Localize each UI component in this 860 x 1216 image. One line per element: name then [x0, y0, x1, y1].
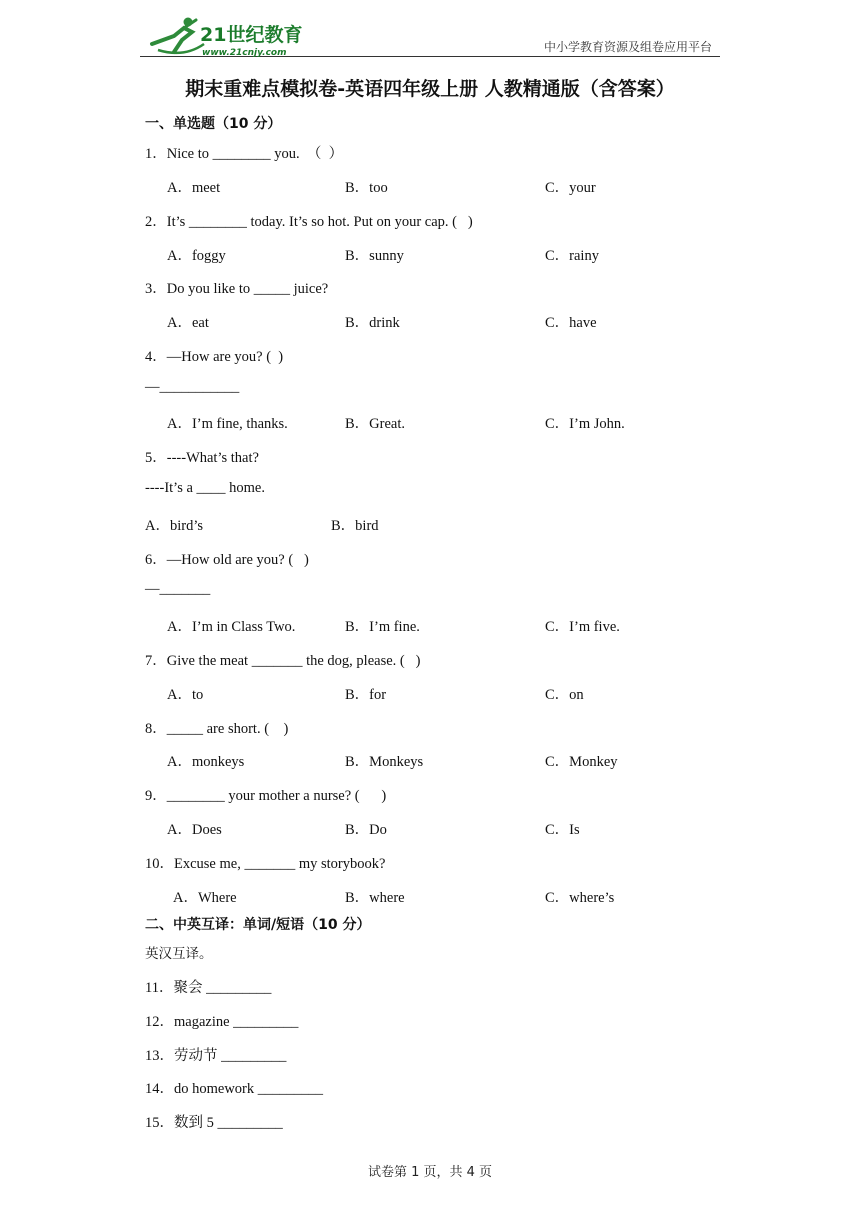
option-c: C．I’m five.	[545, 619, 620, 635]
option-c: C．on	[545, 687, 584, 703]
section-heading-single-choice: 一、单选题（10 分）	[145, 116, 282, 132]
svg-text:21世纪教育: 21世纪教育	[200, 24, 303, 46]
option-c: C．rainy	[545, 248, 599, 264]
option-c: C．where’s	[545, 890, 615, 906]
option-b: B．where	[345, 890, 405, 906]
option-a: A．bird’s	[145, 518, 203, 534]
page-footer: 试卷第 1 页，共 4 页	[367, 1165, 493, 1180]
option-a: A．Where	[173, 890, 237, 906]
question-3: 3．Do you like to _____ juice?	[145, 281, 329, 297]
option-b: B．Great.	[345, 416, 405, 432]
translation-item-11: 11．聚会 _________	[145, 980, 272, 996]
option-c: C．have	[545, 315, 597, 331]
logo-21cnjy	[144, 14, 314, 58]
page-header	[140, 8, 720, 57]
translation-item-14: 14．do homework _________	[145, 1081, 324, 1097]
option-a: A．I’m in Class Two.	[167, 619, 296, 635]
translation-item-13: 13．劳动节 _________	[145, 1048, 287, 1064]
option-c: C．your	[545, 180, 596, 196]
translation-item-15: 15．数到 5 _________	[145, 1115, 283, 1131]
question-2: 2．It’s ________ today. It’s so hot. Put on your cap. ( )	[145, 214, 473, 230]
question-8: 8．_____ are short. ( )	[145, 721, 289, 737]
question-1: 1．Nice to ________ you. （ ）	[145, 146, 344, 162]
option-b: B．bird	[331, 518, 379, 534]
option-b: B．Monkeys	[345, 754, 424, 770]
question-4-answer-line: —___________	[145, 379, 240, 395]
option-c: C．Is	[545, 822, 580, 838]
question-7: 7．Give the meat _______ the dog, please. ( )	[145, 653, 421, 669]
option-a: A．Does	[167, 822, 222, 838]
option-b: B．I’m fine.	[345, 619, 420, 635]
question-5: 5．----What’s that?	[145, 450, 259, 466]
option-b: B．too	[345, 180, 388, 196]
option-b: B．Do	[345, 822, 387, 838]
option-a: A．I’m fine, thanks.	[167, 416, 288, 432]
platform-name: 中小学教育资源及组卷应用平台	[543, 40, 712, 54]
option-b: B．sunny	[345, 248, 404, 264]
option-a: A．monkeys	[167, 754, 245, 770]
option-a: A．foggy	[167, 248, 226, 264]
question-6-answer-line: —_______	[145, 581, 211, 597]
option-a: A．to	[167, 687, 204, 703]
svg-text:www.21cnjy.com: www.21cnjy.com	[202, 48, 287, 58]
option-b: B．for	[345, 687, 387, 703]
option-a: A．meet	[167, 180, 221, 196]
section-heading-translation: 二、中英互译：单词/短语（10 分）	[145, 917, 371, 933]
translation-item-12: 12．magazine _________	[145, 1014, 299, 1030]
option-c: C．I’m John.	[545, 416, 625, 432]
option-a: A．eat	[167, 315, 209, 331]
option-b: B．drink	[345, 315, 400, 331]
question-6: 6．—How old are you? ( )	[145, 552, 309, 568]
section-instruction: 英汉互译。	[145, 946, 213, 962]
document-title: 期末重难点模拟卷-英语四年级上册 人教精通版（含答案）	[185, 78, 675, 100]
option-c: C．Monkey	[545, 754, 618, 770]
question-5-answer-line: ----It’s a ____ home.	[145, 480, 265, 496]
question-9: 9．________ your mother a nurse? ( )	[145, 788, 387, 804]
question-10: 10．Excuse me, _______ my storybook?	[145, 856, 386, 872]
question-4: 4．—How are you? ( )	[145, 349, 284, 365]
